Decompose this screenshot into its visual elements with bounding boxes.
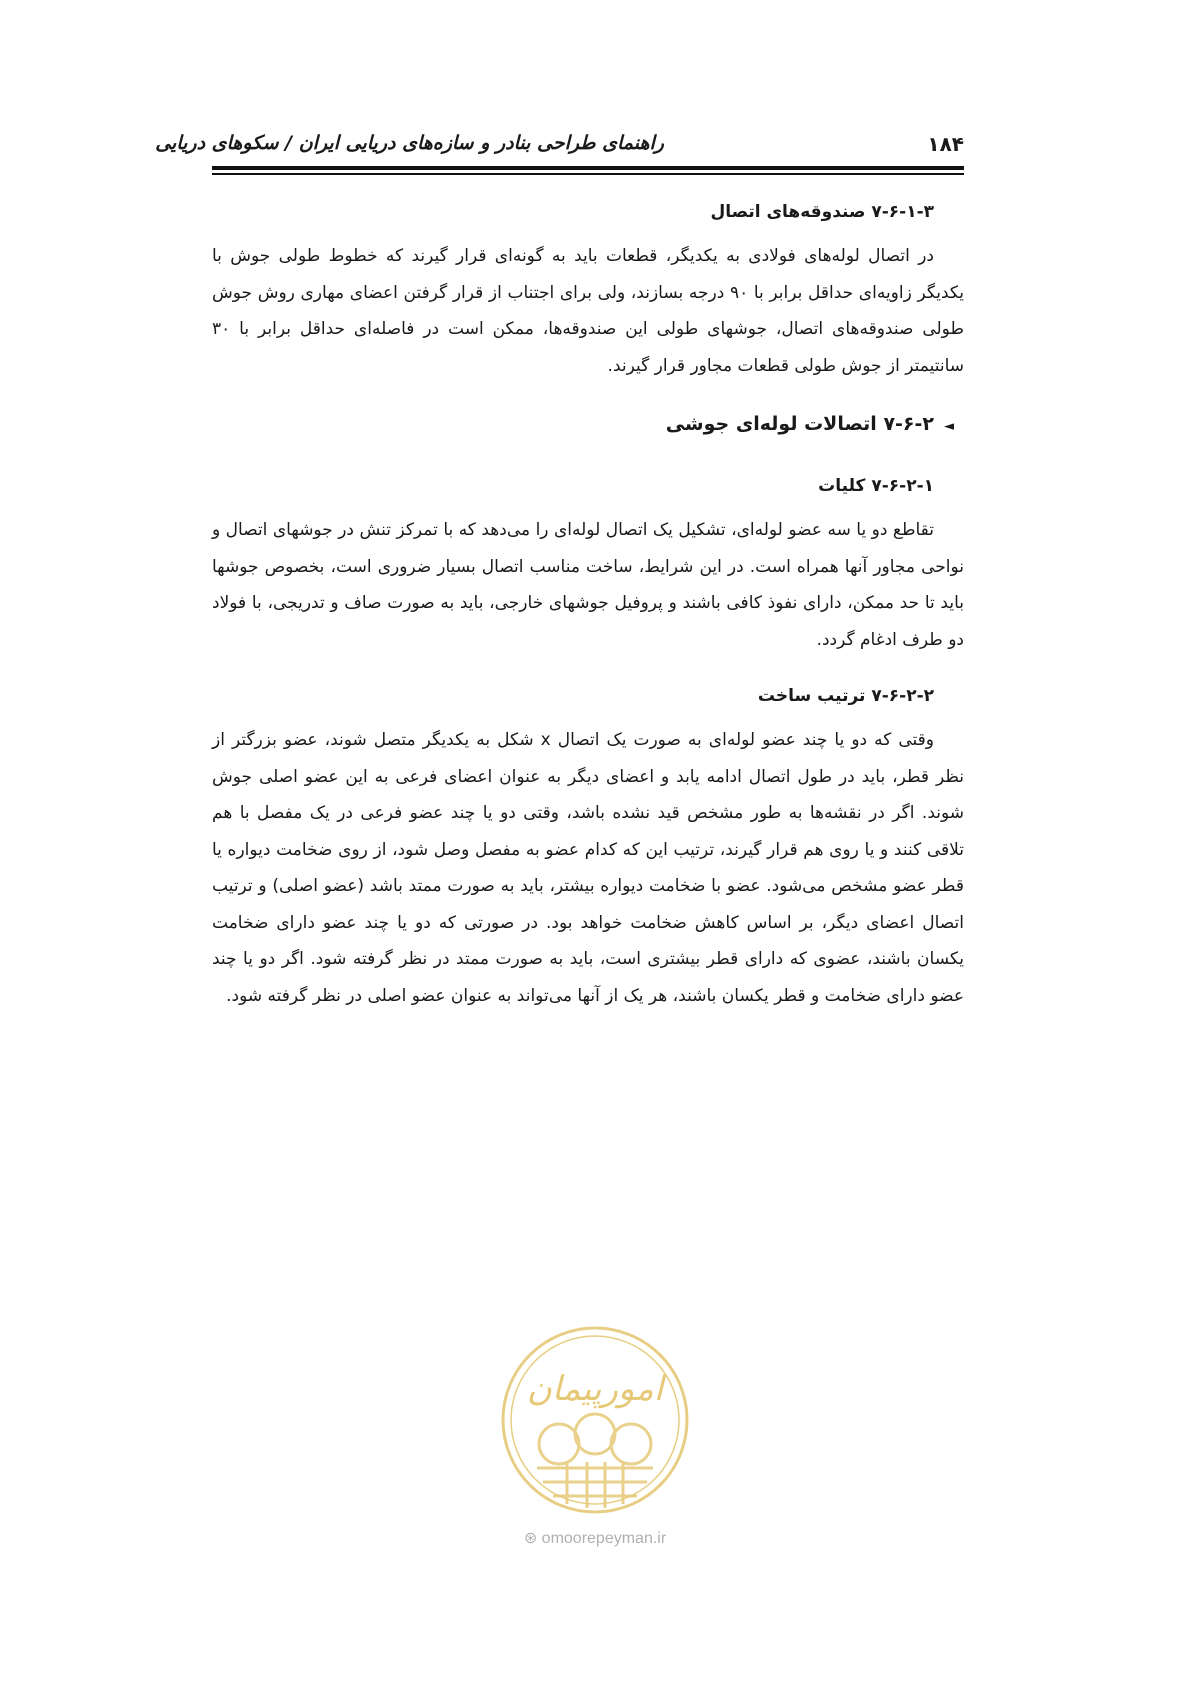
paragraph-7-6-1-3: در اتصال لوله‌های فولادی به یکدیگر، قطعات باید به گونه‌ای قرار گیرند که خطوط طولی جوش با یکدیگر زاویه‌ای حداقل برابر با ۹۰ درجه بسازند، ولی برای اجتناب از قرار گرفتن اعضای مهاری روش جوش طولی صندوقه‌های اتصال، جوشهای طولی این صندوقه‌ها، ممکن است در فاصله‌ای حداقل برابر با ۳۰ سانتیمتر از جوش طولی قطعات مجاور قرار گیرند.	[212, 246, 964, 376]
watermark-logo-icon	[497, 1322, 693, 1518]
section-heading-7-6-2	[212, 396, 964, 452]
watermark-url: ⊛ omoorepeyman.ir	[523, 1530, 667, 1547]
paragraph-7-6-2-1: تقاطع دو یا سه عضو لوله‌ای، تشکیل یک اتصال لوله‌ای را می‌دهد که با تمرکز تنش در جوشهای اتصال و نواحی مجاور آنها همراه است. در این شرایط، ساخت مناسب اتصال بسیار ضروری است، بخصوص جوشها باید تا حد ممکن، دارای نفوذ کافی باشند و پروفیل جوشهای خارجی، باید به صورت صاف و تدریجی، با فولاد دو طرف ادغام گردد.	[212, 520, 964, 650]
at-sign-icon: ⊛	[523, 1530, 538, 1547]
triangle-bullet-icon: ◄	[944, 419, 954, 434]
section-heading-7-6-2-text: ۷-۶-۲ اتصالات لوله‌ای جوشی	[665, 413, 934, 435]
body-content	[212, 186, 964, 1026]
header-title: راهنمای طراحی بنادر و سازه‌های دریایی ایران / سکوهای دریایی	[155, 132, 664, 154]
section-heading-7-6-2-2: ۷-۶-۲-۲ ترتیب ساخت	[757, 686, 934, 706]
header-rule-thin	[212, 173, 964, 175]
watermark-logo-text: امورپیمان	[526, 1369, 664, 1409]
header-rule-thick	[212, 166, 964, 170]
paragraph-7-6-2-2: وقتی که دو یا چند عضو لوله‌ای به صورت یک اتصال x شکل به یکدیگر متصل شوند، عضو بزرگتر از نظر قطر، باید در طول اتصال ادامه یابد و اعضای دیگر به عنوان اعضای فرعی به این عضو اصلی جوش شوند. اگر در نقشه‌ها به طور مشخص قید نشده باشد، وقتی دو یا چند عضو فرعی در یک مفصل با هم تلاقی کنند و یا روی هم قرار گیرند، ترتیب این که کدام عضو به مفصل وصل شود، از روی ضخامت دیواره یا قطر عضو مشخص می‌شود. عضو با ضخامت دیواره بیشتر، باید به صورت ممتد باشد (عضو اصلی) و ترتیب اتصال اعضای دیگر، بر اساس کاهش ضخامت خواهد بود. در صورتی که دو یا چند عضو دارای ضخامت یکسان باشند، عضوی که دارای قطر بیشتری است، باید به صورت ممتد در نظر گرفته شود. اگر دو یا چند عضو دارای ضخامت و قطر یکسان باشند، هر یک از آنها می‌تواند به عنوان عضو اصلی در نظر گرفته شود.	[212, 730, 964, 1006]
running-header	[155, 124, 964, 164]
section-heading-7-6-2-1: ۷-۶-۲-۱ کلیات	[818, 476, 934, 496]
section-heading-7-6-1-3: ۷-۶-۱-۳ صندوقه‌های اتصال	[710, 202, 934, 222]
page-number: ۱۸۴	[927, 132, 964, 156]
spacer	[212, 452, 964, 460]
